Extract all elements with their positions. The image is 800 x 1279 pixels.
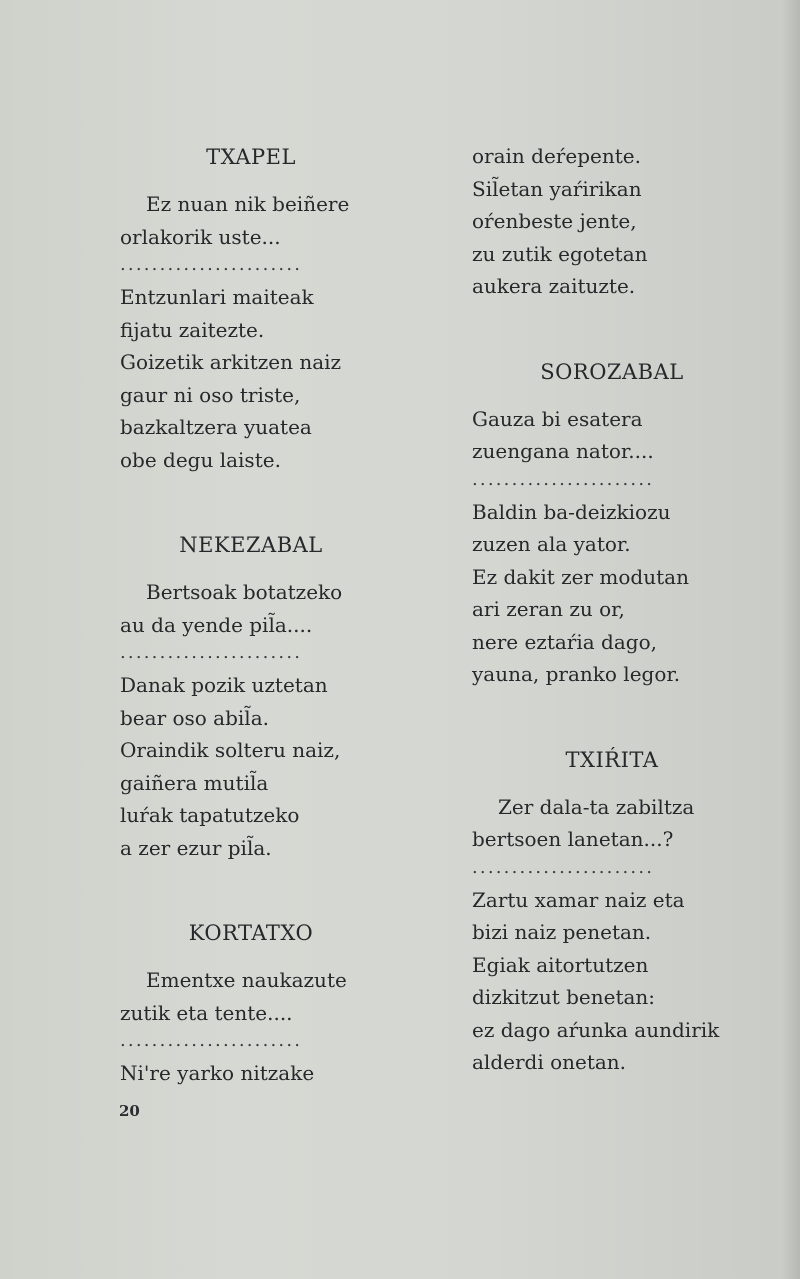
stanza-sorozabal xyxy=(472,355,752,691)
verse-line: Ni're yarko nitzake xyxy=(120,1061,315,1085)
verse-line: oŕenbeste jente, xyxy=(472,209,637,233)
verse-line: Entzunlari maiteak xyxy=(120,285,314,309)
verse-line: dizkitzut benetan: xyxy=(472,985,656,1009)
verse-line: orain dеŕepente. xyxy=(472,144,641,168)
verse-line: aukera zaituzte. xyxy=(472,274,636,298)
stanza-kortatxo xyxy=(120,916,382,1090)
ellipsis-dots: ....................... xyxy=(120,254,303,275)
verse-line: zu zutik egotetan xyxy=(472,241,648,266)
ellipsis-dots: ....................... xyxy=(472,468,655,490)
verse-line: Sil̃etan yaŕirikan xyxy=(472,176,642,201)
stanza-continued xyxy=(472,140,752,303)
verse-line: Danak pozik uztetan xyxy=(120,673,328,697)
verse-line: ez dago aŕunka aundirik xyxy=(472,1017,720,1042)
verse-line: Gauza bi esatera xyxy=(472,406,643,431)
page-edge-shadow xyxy=(782,0,800,1279)
verse-line: Oraindik solteru naiz, xyxy=(120,738,341,762)
verse-line: gaur ni oso triste, xyxy=(120,382,301,407)
verse-line: orlakorik uste... xyxy=(120,224,281,249)
verse-line: zuzen ala yator. xyxy=(472,532,631,556)
verse-line: zutik eta tente.... xyxy=(120,1000,293,1025)
verse-line: bertsoen lanetan...? xyxy=(472,827,674,851)
page-number: 20 xyxy=(119,1102,140,1120)
verse-line: Egiak aitortutzen xyxy=(472,952,649,977)
verse-line: Zer dala-ta zabiltza xyxy=(498,794,695,819)
verse-line: ari zeran zu or, xyxy=(472,597,625,621)
ellipsis-dots: ....................... xyxy=(120,642,303,663)
stanza-txirita xyxy=(472,743,752,1079)
verse-line: bear oso abil̃a. xyxy=(120,705,269,730)
verse-line: Ez nuan nik beiñere xyxy=(146,192,350,216)
verse-line: zuengana nator.... xyxy=(472,439,654,463)
verse-line: Bertsoak botatzeko xyxy=(146,580,343,604)
verse-line: yauna, pranko legor. xyxy=(472,662,681,686)
verse-line: fijatu zaitezte. xyxy=(120,317,265,342)
verse-line: luŕak tapatutzeko xyxy=(120,803,300,827)
stanza-nekezabal xyxy=(120,528,382,864)
verse-line: nere eztaŕia dago, xyxy=(472,629,657,654)
heading-txirita: TXIŔITA xyxy=(565,747,659,772)
verse-line: Baldin ba-deizkiozu xyxy=(472,499,671,524)
stanza-txapel xyxy=(120,140,382,476)
verse-line: Zartu xamar naiz eta xyxy=(472,887,685,912)
verse-line: au da yende pil̃a.... xyxy=(120,612,313,637)
ellipsis-dots: ....................... xyxy=(120,1030,303,1051)
heading-nekezabal: NEKEZABAL xyxy=(179,533,323,557)
verse-line: a zer ezur pil̃a. xyxy=(120,835,272,860)
verse-line: bazkaltzera yuatea xyxy=(120,415,312,439)
heading-kortatxo: KORTATXO xyxy=(188,921,314,945)
left-column xyxy=(120,140,382,1090)
verse-line: gaiñera mutil̃a xyxy=(120,770,269,795)
right-column xyxy=(472,140,752,1079)
ellipsis-dots: ....................... xyxy=(472,856,655,878)
verse-line: bizi naiz penetan. xyxy=(472,920,652,944)
verse-line: Ementxe naukazute xyxy=(146,968,347,992)
verse-line: Ez dakit zer modutan xyxy=(472,564,689,589)
verse-line: Goizetik arkitzen naiz xyxy=(120,350,342,374)
heading-sorozabal: SOROZABAL xyxy=(540,359,684,384)
verse-line: alderdi onetan. xyxy=(472,1050,627,1074)
heading-txapel: TXAPEL xyxy=(206,145,296,169)
verse-line: obe degu laiste. xyxy=(120,447,281,472)
